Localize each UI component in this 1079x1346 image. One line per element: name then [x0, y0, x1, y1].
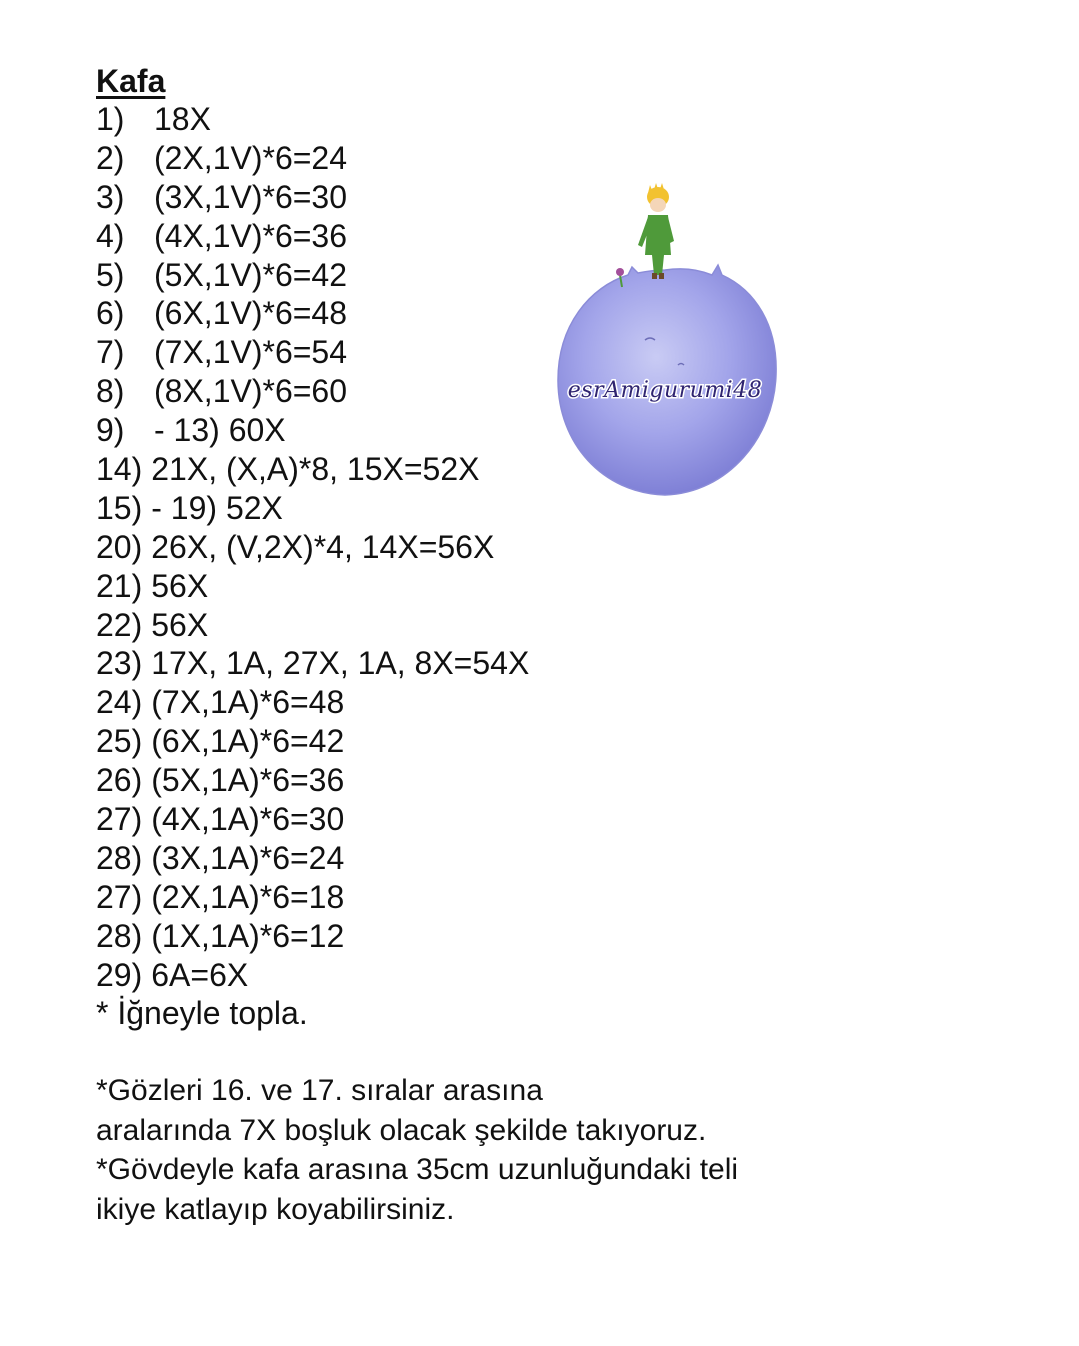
row-instruction: (2X,1V)*6=24 — [154, 139, 348, 176]
row-instruction: 56X — [151, 567, 209, 604]
pattern-row — [96, 139, 996, 178]
row-number: 27) — [96, 878, 143, 915]
row-instruction: (3X,1V)*6=30 — [154, 178, 348, 215]
note-line: ikiye katlayıp koyabilirsiniz. — [96, 1192, 455, 1226]
pattern-row — [96, 839, 996, 878]
pattern-row — [96, 878, 996, 917]
row-instruction: (8X,1V)*6=60 — [154, 373, 348, 410]
row-number: 20) — [96, 528, 143, 565]
row-number: 22) — [96, 606, 143, 643]
row-number: 1) — [96, 101, 125, 137]
row-number: 6) — [96, 295, 125, 332]
row-number: 27) — [96, 801, 143, 838]
row-number: 26) — [96, 762, 143, 799]
row-number: 7) — [96, 334, 125, 371]
row-instruction: (5X,1A)*6=36 — [151, 762, 345, 799]
row-number: 3) — [96, 178, 125, 215]
row-number: 28) — [96, 839, 143, 876]
row-instruction: (2X,1A)*6=18 — [151, 878, 345, 915]
row-number: 14) — [96, 451, 143, 488]
row-instruction: 17X, 1A, 27X, 1A, 8X=54X — [151, 645, 530, 682]
little-prince-illustration — [540, 175, 790, 505]
pattern-row — [96, 956, 996, 995]
row-number: 9) — [96, 412, 125, 449]
note-line: *Gövdeyle kafa arasına 35cm uzunluğundaki teli — [96, 1153, 739, 1187]
note-line: *Gözleri 16. ve 17. sıralar arasına — [96, 1074, 543, 1108]
pattern-row — [96, 722, 996, 761]
row-number: 24) — [96, 684, 143, 721]
row-instruction: 18X — [154, 101, 211, 137]
row-instruction: (3X,1A)*6=24 — [151, 839, 345, 876]
section-title: Kafa — [96, 63, 166, 99]
row-number: 23) — [96, 645, 143, 682]
pattern-row — [96, 761, 996, 800]
pattern-row — [96, 567, 996, 606]
row-instruction: (4X,1V)*6=36 — [154, 217, 348, 254]
pattern-row — [96, 100, 996, 139]
row-instruction: - 13) 60X — [154, 412, 286, 449]
row-number: 25) — [96, 723, 143, 760]
pattern-row — [96, 917, 996, 956]
row-number: 29) — [96, 956, 143, 993]
planet-illustration — [540, 175, 790, 505]
row-instruction: (7X,1V)*6=54 — [154, 334, 348, 371]
row-instruction: (1X,1A)*6=12 — [151, 917, 345, 954]
row-instruction: 26X, (V,2X)*4, 14X=56X — [151, 528, 495, 565]
row-instruction: 56X — [151, 606, 209, 643]
row-instruction: (4X,1A)*6=30 — [151, 801, 345, 838]
pattern-row — [96, 800, 996, 839]
row-number: 8) — [96, 373, 125, 410]
pattern-row — [96, 528, 996, 567]
row-instruction: 6A=6X — [151, 956, 249, 993]
row-instruction: (7X,1A)*6=48 — [151, 684, 345, 721]
row-number: 28) — [96, 917, 143, 954]
flower-icon — [616, 268, 624, 276]
row-number: 5) — [96, 256, 125, 293]
little-prince-figure — [638, 183, 674, 279]
pattern-row — [96, 644, 996, 683]
watermark-text: esrAmigurumi48 — [567, 378, 763, 403]
row-instruction: (6X,1V)*6=48 — [154, 295, 348, 332]
pattern-row — [96, 606, 996, 645]
row-instruction: (6X,1A)*6=42 — [151, 723, 345, 760]
closing-note: * İğneyle topla. — [96, 995, 308, 1032]
row-number: 2) — [96, 139, 125, 176]
pattern-row — [96, 683, 996, 722]
assembly-notes — [96, 1071, 996, 1229]
row-instruction: 21X, (X,A)*8, 15X=52X — [151, 451, 480, 488]
row-instruction: (5X,1V)*6=42 — [154, 256, 348, 293]
row-number: 15) — [96, 489, 143, 526]
row-number: 21) — [96, 567, 143, 604]
row-number: 4) — [96, 217, 125, 254]
row-instruction: - 19) 52X — [151, 489, 283, 526]
note-line: aralarında 7X boşluk olacak şekilde takıyoruz. — [96, 1113, 707, 1147]
